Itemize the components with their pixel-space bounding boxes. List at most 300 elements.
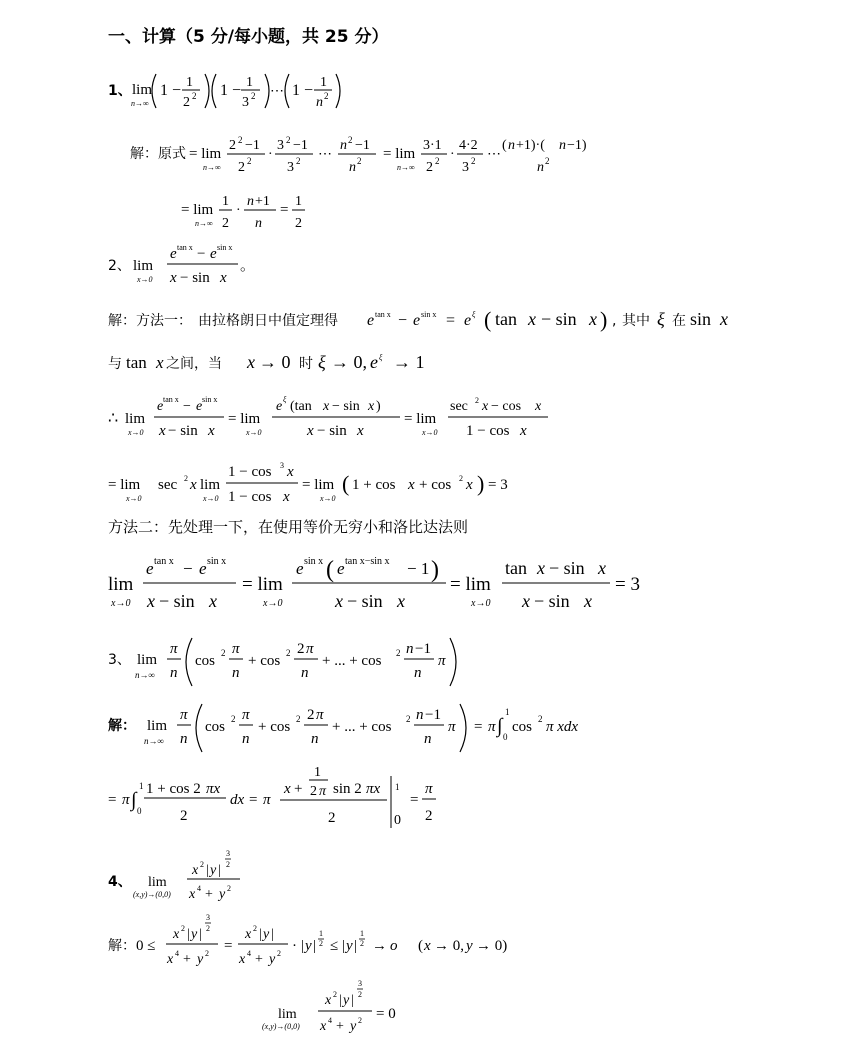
svg-text:4: 4 bbox=[247, 949, 251, 958]
svg-text:− sin: − sin bbox=[534, 591, 570, 611]
svg-text:。: 。 bbox=[240, 258, 256, 274]
svg-text:2: 2 bbox=[396, 648, 401, 658]
svg-text:2: 2 bbox=[425, 808, 433, 824]
svg-text:3: 3 bbox=[242, 95, 249, 110]
svg-text:+: + bbox=[336, 1019, 344, 1034]
svg-text:y: y bbox=[343, 993, 350, 1008]
svg-text:|: | bbox=[206, 863, 209, 878]
svg-text:= lim: = lim bbox=[189, 146, 222, 162]
svg-text:− sin: − sin bbox=[347, 591, 383, 611]
svg-text:3: 3 bbox=[206, 913, 210, 922]
svg-text:sin x: sin x bbox=[207, 556, 227, 567]
svg-text:n→∞: n→∞ bbox=[131, 99, 149, 108]
svg-text:x: x bbox=[598, 558, 606, 578]
svg-text:= 3: = 3 bbox=[488, 477, 508, 493]
svg-text:⋯: ⋯ bbox=[270, 84, 284, 99]
svg-text:tan: tan bbox=[126, 353, 147, 372]
svg-text:x: x bbox=[520, 423, 527, 439]
svg-text:x: x bbox=[220, 270, 227, 286]
svg-text:2: 2 bbox=[307, 707, 315, 723]
svg-text:2: 2 bbox=[238, 135, 243, 145]
svg-text:+1: +1 bbox=[255, 194, 270, 209]
svg-text:− sin: − sin bbox=[168, 423, 198, 439]
svg-text:= lim: = lim bbox=[181, 202, 214, 218]
svg-text:tan x: tan x bbox=[375, 310, 391, 319]
svg-text:=: = bbox=[410, 792, 419, 808]
section-heading: 一、计算（5 分/每小题，共 25 分） bbox=[108, 27, 389, 47]
svg-text:y: y bbox=[197, 952, 204, 967]
svg-text:2: 2 bbox=[459, 474, 463, 483]
svg-text:3: 3 bbox=[280, 461, 284, 470]
svg-text:= lim: = lim bbox=[450, 574, 491, 595]
svg-text:1: 1 bbox=[295, 194, 302, 209]
svg-text:x: x bbox=[466, 477, 473, 493]
svg-text:ξ: ξ bbox=[657, 309, 665, 329]
svg-text:− cos: − cos bbox=[491, 399, 522, 414]
svg-text:2: 2 bbox=[319, 939, 323, 948]
svg-text:+: + bbox=[205, 887, 213, 902]
svg-text:=: = bbox=[280, 202, 289, 218]
svg-text:x: x bbox=[535, 399, 542, 414]
svg-text:=: = bbox=[108, 792, 117, 808]
svg-text:1: 1 bbox=[395, 782, 400, 792]
svg-text:+ ... + cos: + ... + cos bbox=[322, 653, 382, 669]
svg-text:−: − bbox=[398, 312, 408, 329]
svg-text:n: n bbox=[316, 95, 323, 110]
svg-text:n: n bbox=[311, 731, 319, 747]
svg-text:2: 2 bbox=[358, 1016, 362, 1025]
svg-text:x→0: x→0 bbox=[128, 428, 144, 437]
svg-text:= lim: = lim bbox=[242, 574, 283, 595]
svg-text:y: y bbox=[210, 863, 217, 878]
svg-text:cos: cos bbox=[512, 719, 532, 735]
svg-text:x: x bbox=[147, 591, 155, 611]
svg-text:2: 2 bbox=[231, 714, 236, 724]
svg-text:1: 1 bbox=[320, 75, 327, 90]
svg-text:1 + cos: 1 + cos bbox=[352, 477, 396, 493]
svg-text:2: 2 bbox=[328, 810, 336, 826]
svg-text:o: o bbox=[390, 938, 398, 954]
svg-text:x: x bbox=[189, 887, 196, 902]
svg-text:e: e bbox=[276, 399, 283, 414]
svg-text:π: π bbox=[448, 719, 456, 735]
svg-text:1 −: 1 − bbox=[292, 82, 314, 99]
svg-text:⋯: ⋯ bbox=[318, 147, 332, 162]
svg-text:,: , bbox=[612, 313, 617, 329]
svg-text:→: → bbox=[372, 938, 387, 954]
svg-text:x: x bbox=[720, 309, 728, 329]
svg-text:x: x bbox=[170, 270, 177, 286]
svg-text:|: | bbox=[259, 927, 262, 942]
svg-text:→ 1: → 1 bbox=[393, 352, 425, 372]
svg-text:y: y bbox=[191, 927, 198, 942]
svg-text:2: 2 bbox=[471, 156, 476, 166]
svg-text:n→∞: n→∞ bbox=[144, 736, 164, 746]
svg-text:n: n bbox=[170, 665, 178, 681]
svg-text:x→0: x→0 bbox=[137, 275, 153, 284]
svg-text:2: 2 bbox=[192, 91, 197, 101]
svg-text:2: 2 bbox=[538, 714, 543, 724]
svg-text:由拉格朗日中值定理得: 由拉格朗日中值定理得 bbox=[198, 313, 338, 329]
svg-text:e: e bbox=[170, 246, 177, 262]
svg-text:1: 1 bbox=[314, 765, 321, 780]
svg-text:1: 1 bbox=[246, 75, 253, 90]
svg-text:|: | bbox=[339, 993, 342, 1008]
svg-text:lim: lim bbox=[125, 411, 146, 427]
svg-text:e: e bbox=[210, 246, 217, 262]
svg-text:1: 1 bbox=[360, 929, 364, 938]
problem-2-method-2-line bbox=[0, 548, 841, 618]
svg-text:y: y bbox=[263, 927, 270, 942]
svg-text:lim: lim bbox=[200, 477, 221, 493]
svg-text:tan x−sin x: tan x−sin x bbox=[345, 556, 390, 567]
svg-text:sin x: sin x bbox=[217, 243, 233, 252]
svg-text:e: e bbox=[370, 352, 378, 372]
problem-3-solution-line-1 bbox=[0, 698, 841, 758]
svg-text:|: | bbox=[354, 938, 358, 954]
svg-text:): ) bbox=[600, 307, 608, 332]
svg-text:=: = bbox=[224, 938, 233, 954]
svg-text:− 1: − 1 bbox=[407, 559, 430, 578]
svg-text:2: 2 bbox=[238, 160, 245, 175]
svg-text:→ 0,: → 0, bbox=[331, 352, 367, 372]
svg-text:y: y bbox=[350, 1019, 357, 1034]
svg-text:3: 3 bbox=[226, 849, 230, 858]
problem-4-solution-line-2 bbox=[0, 979, 841, 1046]
svg-text:1: 1 bbox=[222, 194, 229, 209]
svg-text:n: n bbox=[559, 138, 566, 153]
svg-text:lim: lim bbox=[137, 652, 158, 668]
svg-text:2: 2 bbox=[297, 641, 305, 657]
problem-4-question bbox=[0, 844, 841, 908]
svg-text:x→0: x→0 bbox=[246, 428, 262, 437]
svg-text:−1: −1 bbox=[245, 138, 260, 153]
svg-text:x: x bbox=[325, 993, 332, 1008]
svg-text:=: = bbox=[446, 312, 456, 329]
svg-text:→ 0: → 0 bbox=[259, 352, 291, 372]
svg-text:x: x bbox=[245, 927, 252, 942]
svg-text:∴: ∴ bbox=[108, 410, 119, 427]
problem-2-method-1-line-4 bbox=[0, 456, 841, 512]
svg-text:+ cos: + cos bbox=[258, 719, 291, 735]
problem-3-question bbox=[0, 632, 841, 692]
svg-text:cos: cos bbox=[195, 653, 215, 669]
svg-text:n: n bbox=[180, 731, 188, 747]
svg-text:sec: sec bbox=[158, 477, 178, 493]
svg-text:y: y bbox=[269, 952, 276, 967]
svg-text:e: e bbox=[157, 399, 164, 414]
svg-text:1: 1 bbox=[139, 781, 144, 791]
svg-text:2: 2 bbox=[222, 216, 229, 231]
svg-text:2: 2 bbox=[200, 860, 204, 869]
svg-text:tan: tan bbox=[495, 309, 517, 329]
svg-text:n: n bbox=[537, 160, 544, 175]
svg-text:x: x bbox=[284, 781, 291, 797]
svg-text:3: 3 bbox=[277, 138, 284, 153]
svg-text:x: x bbox=[247, 352, 255, 372]
svg-text:1 + cos 2: 1 + cos 2 bbox=[146, 781, 201, 797]
svg-text:1: 1 bbox=[319, 929, 323, 938]
svg-text:=: = bbox=[474, 719, 483, 735]
svg-text:n: n bbox=[242, 731, 250, 747]
svg-text:·: · bbox=[292, 938, 297, 954]
svg-text:4·2: 4·2 bbox=[459, 138, 478, 153]
svg-text:x: x bbox=[287, 464, 294, 480]
svg-text:2: 2 bbox=[205, 949, 209, 958]
svg-text:−1): −1) bbox=[567, 138, 587, 153]
svg-text:2: 2 bbox=[183, 95, 190, 110]
svg-text:x: x bbox=[528, 309, 536, 329]
svg-text:cos: cos bbox=[205, 719, 225, 735]
svg-text:2: 2 bbox=[227, 884, 231, 893]
svg-text:= 0: = 0 bbox=[376, 1006, 396, 1022]
svg-text:∫: ∫ bbox=[497, 715, 503, 737]
svg-text:2: 2 bbox=[295, 216, 302, 231]
svg-text:ξ: ξ bbox=[472, 310, 476, 319]
svg-text:时: 时 bbox=[299, 356, 313, 372]
svg-text:− sin: − sin bbox=[180, 270, 210, 286]
svg-text:sin 2: sin 2 bbox=[333, 781, 362, 797]
svg-text:(x,y)→(0,0): (x,y)→(0,0) bbox=[133, 890, 171, 899]
svg-text:x: x bbox=[283, 489, 290, 505]
svg-text:→ 0,: → 0, bbox=[434, 938, 464, 954]
svg-text:e: e bbox=[196, 399, 203, 414]
svg-text:sin x: sin x bbox=[421, 310, 437, 319]
svg-text:e: e bbox=[464, 312, 472, 329]
svg-text:ξ: ξ bbox=[283, 395, 287, 404]
svg-text:n: n bbox=[301, 665, 309, 681]
svg-text:2: 2 bbox=[180, 808, 188, 824]
svg-text:−1: −1 bbox=[415, 641, 431, 657]
svg-text:n→∞: n→∞ bbox=[397, 163, 415, 172]
svg-text:−1: −1 bbox=[293, 138, 308, 153]
svg-text:≤: ≤ bbox=[330, 938, 339, 954]
svg-text:x: x bbox=[357, 423, 364, 439]
svg-text:2: 2 bbox=[475, 396, 479, 405]
svg-text:·: · bbox=[268, 147, 273, 162]
svg-text:|: | bbox=[271, 927, 274, 942]
svg-text:2: 2 bbox=[286, 135, 291, 145]
svg-text:2: 2 bbox=[251, 91, 256, 101]
svg-text:1 − cos: 1 − cos bbox=[466, 423, 510, 439]
svg-text:x: x bbox=[239, 952, 246, 967]
svg-text:2: 2 bbox=[221, 648, 226, 658]
svg-text:|: | bbox=[199, 927, 202, 942]
svg-text:= lim: = lim bbox=[383, 146, 416, 162]
svg-text:3: 3 bbox=[358, 979, 362, 988]
svg-text:π: π bbox=[438, 653, 446, 669]
svg-text:x→0: x→0 bbox=[471, 598, 491, 609]
svg-text:x: x bbox=[208, 423, 215, 439]
svg-text:2: 2 bbox=[310, 784, 317, 799]
svg-text:= lim: = lim bbox=[404, 411, 437, 427]
svg-text:x→0: x→0 bbox=[422, 428, 438, 437]
svg-text:x: x bbox=[320, 1019, 327, 1034]
svg-text:x→0: x→0 bbox=[203, 494, 219, 503]
svg-text:lim: lim bbox=[133, 258, 154, 274]
method-1-label: 解：方法一： bbox=[108, 313, 192, 329]
svg-text:1 −: 1 − bbox=[220, 82, 242, 99]
svg-text:π: π bbox=[316, 707, 324, 723]
svg-text:πx: πx bbox=[366, 781, 381, 797]
problem-4-number: 4、 bbox=[108, 874, 132, 890]
problem-1-solution-line-1 bbox=[0, 130, 841, 180]
svg-text:π: π bbox=[319, 784, 327, 799]
svg-text:+ cos: + cos bbox=[419, 477, 452, 493]
problem-2-method-1-line-1 bbox=[0, 300, 841, 340]
svg-text:y: y bbox=[346, 938, 353, 954]
svg-text:0: 0 bbox=[394, 813, 401, 828]
svg-text:+: + bbox=[183, 952, 191, 967]
svg-text:2: 2 bbox=[206, 924, 210, 933]
svg-text:−1: −1 bbox=[425, 707, 441, 723]
svg-text:n→∞: n→∞ bbox=[195, 219, 213, 228]
svg-text:+: + bbox=[294, 781, 303, 797]
svg-text:2: 2 bbox=[435, 156, 440, 166]
svg-text:2: 2 bbox=[277, 949, 281, 958]
svg-text:− sin: − sin bbox=[541, 309, 577, 329]
svg-text:1 −: 1 − bbox=[160, 82, 182, 99]
svg-text:y: y bbox=[305, 938, 312, 954]
svg-text:x: x bbox=[482, 399, 489, 414]
svg-text:n: n bbox=[340, 138, 347, 153]
svg-text:=: = bbox=[249, 792, 258, 808]
svg-text:ξ: ξ bbox=[379, 353, 383, 362]
svg-text:π: π bbox=[180, 707, 188, 723]
svg-text:tan x: tan x bbox=[177, 243, 193, 252]
svg-text:n: n bbox=[247, 194, 254, 209]
svg-text:0: 0 bbox=[503, 732, 508, 742]
svg-text:sec: sec bbox=[450, 399, 468, 414]
svg-text:e: e bbox=[199, 559, 207, 578]
svg-text:x: x bbox=[190, 477, 197, 493]
svg-text:+1)·(: +1)·( bbox=[516, 138, 545, 153]
svg-text:x: x bbox=[323, 399, 330, 414]
svg-text:= lim: = lim bbox=[108, 477, 141, 493]
svg-text:x: x bbox=[307, 423, 314, 439]
svg-text:2: 2 bbox=[360, 939, 364, 948]
problem-3-number: 3、 bbox=[108, 652, 131, 668]
svg-text:与: 与 bbox=[108, 356, 122, 372]
svg-text:⋯: ⋯ bbox=[487, 147, 501, 162]
svg-text:π: π bbox=[242, 707, 250, 723]
svg-text:πx: πx bbox=[206, 781, 221, 797]
svg-text:n→∞: n→∞ bbox=[203, 163, 221, 172]
svg-text:− sin: − sin bbox=[332, 399, 360, 414]
svg-text:其中: 其中 bbox=[622, 313, 650, 329]
svg-text:x: x bbox=[335, 591, 343, 611]
problem-3-solution-line-2 bbox=[0, 764, 841, 834]
svg-text:− sin: − sin bbox=[549, 558, 585, 578]
svg-text:x: x bbox=[159, 423, 166, 439]
svg-text:π xdx: π xdx bbox=[546, 719, 579, 735]
svg-text:4: 4 bbox=[197, 884, 201, 893]
svg-text:|: | bbox=[313, 938, 317, 954]
svg-text:n→∞: n→∞ bbox=[135, 670, 155, 680]
svg-text:|: | bbox=[218, 863, 221, 878]
svg-text:2: 2 bbox=[253, 924, 257, 933]
svg-text:x: x bbox=[397, 591, 405, 611]
svg-text:−1: −1 bbox=[355, 138, 370, 153]
svg-text:x→0: x→0 bbox=[263, 598, 283, 609]
svg-text:− sin: − sin bbox=[159, 591, 195, 611]
svg-text:x: x bbox=[584, 591, 592, 611]
svg-text:x→0: x→0 bbox=[320, 494, 336, 503]
svg-text:2: 2 bbox=[184, 474, 188, 483]
svg-text:n: n bbox=[349, 160, 356, 175]
svg-text:− sin: − sin bbox=[317, 423, 347, 439]
svg-text:x: x bbox=[173, 927, 180, 942]
svg-text:3·1: 3·1 bbox=[423, 138, 442, 153]
svg-text:n: n bbox=[406, 641, 414, 657]
svg-text:lim: lim bbox=[147, 718, 168, 734]
svg-text:3: 3 bbox=[462, 160, 469, 175]
svg-text:e: e bbox=[146, 559, 154, 578]
svg-text:(: ( bbox=[418, 938, 423, 954]
svg-text:x: x bbox=[192, 863, 199, 878]
problem-2-number: 2、 bbox=[108, 258, 131, 274]
svg-text:−: − bbox=[197, 246, 206, 262]
svg-text:2: 2 bbox=[296, 714, 301, 724]
svg-text:+ cos: + cos bbox=[248, 653, 281, 669]
svg-text:2: 2 bbox=[406, 714, 411, 724]
svg-text:2: 2 bbox=[358, 990, 362, 999]
svg-text:n: n bbox=[255, 216, 262, 231]
svg-text:(tan: (tan bbox=[290, 399, 312, 414]
svg-text:e: e bbox=[296, 559, 304, 578]
svg-text:lim: lim bbox=[278, 1007, 297, 1022]
svg-text:−: − bbox=[183, 399, 191, 414]
solution-label: 解： bbox=[108, 718, 136, 734]
svg-text:tan: tan bbox=[505, 558, 527, 578]
svg-text:4: 4 bbox=[328, 1016, 332, 1025]
svg-text:3: 3 bbox=[287, 160, 294, 175]
svg-text:2: 2 bbox=[296, 156, 301, 166]
svg-text:(: ( bbox=[326, 557, 334, 583]
svg-text:1: 1 bbox=[505, 707, 510, 717]
svg-text:|: | bbox=[342, 938, 346, 954]
svg-text:2: 2 bbox=[229, 138, 236, 153]
svg-text:lim: lim bbox=[148, 875, 167, 890]
svg-text:1 − cos: 1 − cos bbox=[228, 464, 272, 480]
svg-text:→ 0): → 0) bbox=[476, 938, 508, 954]
problem-2-method-1-line-3 bbox=[0, 390, 841, 446]
svg-text:lim: lim bbox=[132, 82, 153, 98]
svg-text:n: n bbox=[416, 707, 424, 723]
svg-text:在: 在 bbox=[672, 313, 686, 329]
problem-1-question bbox=[0, 62, 841, 118]
svg-text:∫: ∫ bbox=[131, 789, 137, 811]
svg-text:= lim: = lim bbox=[228, 411, 261, 427]
svg-text:x: x bbox=[368, 399, 375, 414]
svg-text:x: x bbox=[522, 591, 530, 611]
svg-text:2: 2 bbox=[181, 924, 185, 933]
problem-4-solution-line-1 bbox=[0, 914, 841, 974]
svg-text:0 ≤: 0 ≤ bbox=[136, 938, 156, 954]
svg-text:y: y bbox=[466, 938, 473, 954]
svg-text:dx: dx bbox=[230, 792, 245, 808]
svg-text:(: ( bbox=[342, 471, 350, 496]
svg-text:tan x: tan x bbox=[154, 556, 174, 567]
svg-text:π: π bbox=[488, 719, 496, 735]
problem-2-question bbox=[0, 238, 841, 294]
svg-text:x: x bbox=[408, 477, 415, 493]
svg-text:x: x bbox=[209, 591, 217, 611]
svg-text:): ) bbox=[477, 471, 485, 496]
svg-text:n: n bbox=[424, 731, 432, 747]
svg-text:2: 2 bbox=[545, 156, 550, 166]
svg-text:= 3: = 3 bbox=[615, 574, 640, 595]
